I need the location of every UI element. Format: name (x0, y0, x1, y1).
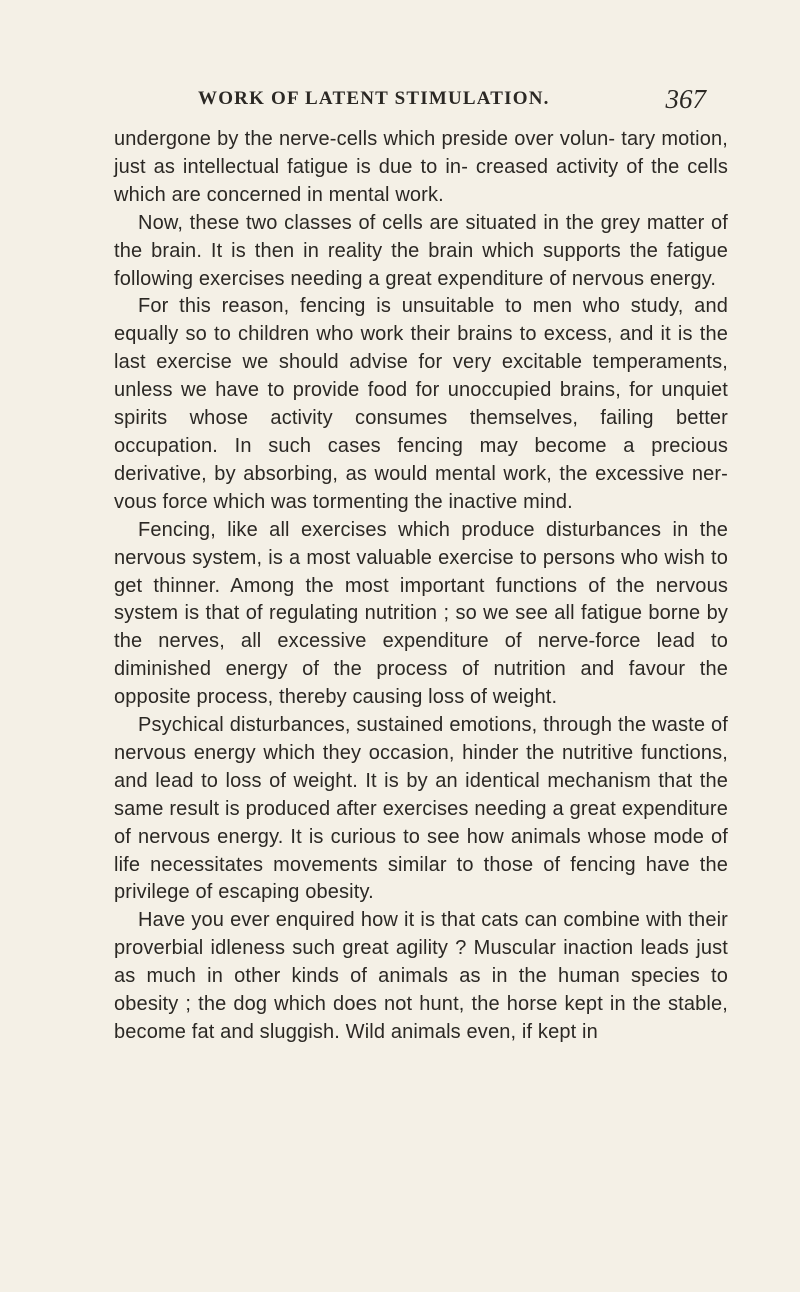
paragraph: Fencing, like all exercises which produce disturbances in the nervous system, is a most valuable exercise to persons who wish to get thinner. Among the most important functions of the nervous system is that of regulating nutrition ; so we see all fatigue borne by the nerves, all excessive expenditure of nerve-force lead to diminished energy of the process of nutrition and favour the opposite process, thereby causing loss of weight. (114, 518, 728, 709)
paragraph: Now, these two classes of cells are situated in the grey matter of the brain. It is then in reality the brain which supports the fatigue following exercises needing a great expenditure of nervous energy. (114, 211, 728, 290)
running-head (198, 84, 718, 120)
paragraph-continuation: undergone by the nerve-cells which preside over volun- tary motion, just as intellectual fatigue is due to in- creased activity of the cells which are concerned in mental work. (114, 128, 728, 206)
running-title: WORK OF LATENT STIMULATION. (198, 88, 550, 109)
page-number: 367 (665, 84, 706, 114)
body-text (114, 126, 728, 1047)
paragraph: For this reason, fencing is unsuitable to men who study, and equally so to children who work their brains to excess, and it is the last exercise we should advise for very excitable temperaments, unless we have to provide food for unoccupied brains, for unquiet spirits whose activity consumes themselves, failing better occupation. In such cases fencing may become a precious derivative, by absorbing, as would mental work, the excessive ner- vous force which was tormenting the inactive mind. (114, 295, 728, 513)
paragraph: Psychical disturbances, sustained emotions, through the waste of nervous energy which they occasion, hinder the nutritive functions, and lead to loss of weight. It is by an identical mechanism that the same result is produced after exercises needing a great expenditure of nervous energy. It is curious to see how animals whose mode of life necessitates movements similar to those of fencing have the privilege of escaping obesity. (114, 714, 728, 904)
paragraph: Have you ever enquired how it is that cats can combine with their proverbial idleness such great agility ? Muscular inaction leads just as much in other kinds of animals as in the human species to obesity ; the dog which does not hunt, the horse kept in the stable, become fat and sluggish. Wild animals even, if kept in (114, 909, 728, 1043)
